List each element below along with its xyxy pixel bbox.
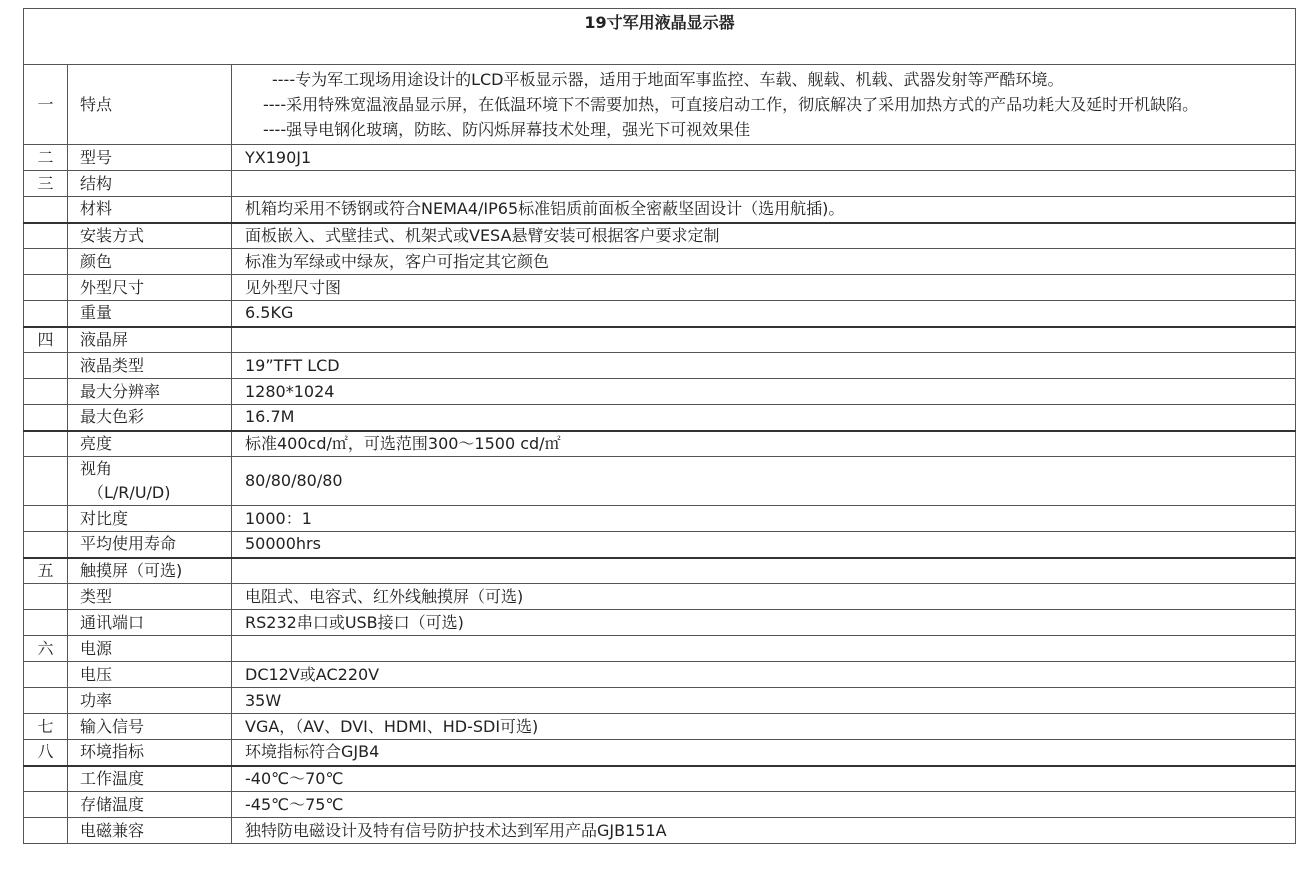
row-value: 标准为军绿或中绿灰，客户可指定其它颜色 bbox=[232, 249, 1296, 275]
feature-line: ----专为军工现场用途设计的LCD平板显示器，适用于地面军事监控、车载、舰载、机载、武器发射等严酷环境。 bbox=[272, 70, 1064, 89]
row-label: 类型 bbox=[68, 584, 232, 610]
table-row bbox=[24, 145, 1296, 171]
row-label: 功率 bbox=[68, 688, 232, 714]
row-label: 颜色 bbox=[68, 249, 232, 275]
row-index bbox=[24, 353, 68, 379]
row-value bbox=[232, 558, 1296, 584]
table-row bbox=[24, 275, 1296, 301]
row-index: 七 bbox=[24, 714, 68, 740]
row-value: YX190J1 bbox=[232, 145, 1296, 171]
row-label: 安装方式 bbox=[68, 223, 232, 249]
row-label: 材料 bbox=[68, 197, 232, 223]
row-value: RS232串口或USB接口（可选) bbox=[232, 610, 1296, 636]
row-index bbox=[24, 584, 68, 610]
row-label: 结构 bbox=[68, 171, 232, 197]
row-index bbox=[24, 431, 68, 457]
row-label: 最大分辨率 bbox=[68, 379, 232, 405]
row-label: 通讯端口 bbox=[68, 610, 232, 636]
table-row bbox=[24, 457, 1296, 506]
row-index bbox=[24, 457, 68, 506]
row-index bbox=[24, 688, 68, 714]
title-row bbox=[24, 9, 1296, 65]
row-label: 型号 bbox=[68, 145, 232, 171]
features-row bbox=[24, 65, 1296, 145]
row-index bbox=[24, 301, 68, 327]
row-value: -45℃～75℃ bbox=[232, 792, 1296, 818]
row-label: 平均使用寿命 bbox=[68, 532, 232, 558]
table-row bbox=[24, 532, 1296, 558]
row-value: 机箱均采用不锈钢或符合NEMA4/IP65标准铝质前面板全密蔽坚固设计（选用航插)。 bbox=[232, 197, 1296, 223]
table-row bbox=[24, 818, 1296, 844]
row-value bbox=[232, 636, 1296, 662]
table-row bbox=[24, 301, 1296, 327]
table-row bbox=[24, 197, 1296, 223]
row-label: 触摸屏（可选) bbox=[68, 558, 232, 584]
row-index bbox=[24, 405, 68, 431]
table-row bbox=[24, 558, 1296, 584]
row-value: 面板嵌入、式壁挂式、机架式或VESA悬臂安装可根据客户要求定制 bbox=[232, 223, 1296, 249]
row-label-sub: （L/R/U/D) bbox=[88, 483, 171, 502]
spec-table bbox=[23, 8, 1296, 844]
row-label: 液晶屏 bbox=[68, 327, 232, 353]
table-row bbox=[24, 792, 1296, 818]
row-label: 存储温度 bbox=[68, 792, 232, 818]
features-value bbox=[232, 65, 1296, 145]
row-index bbox=[24, 766, 68, 792]
row-label bbox=[68, 457, 232, 506]
table-row bbox=[24, 636, 1296, 662]
table-row bbox=[24, 584, 1296, 610]
row-value: 环境指标符合GJB4 bbox=[232, 740, 1296, 766]
row-label: 电源 bbox=[68, 636, 232, 662]
row-label: 输入信号 bbox=[68, 714, 232, 740]
row-label: 工作温度 bbox=[68, 766, 232, 792]
row-label: 重量 bbox=[68, 301, 232, 327]
row-index bbox=[24, 249, 68, 275]
row-index bbox=[24, 506, 68, 532]
row-index bbox=[24, 532, 68, 558]
table-row bbox=[24, 766, 1296, 792]
row-value: VGA，（AV、DVI、HDMI、HD-SDI可选) bbox=[232, 714, 1296, 740]
row-value: 19”TFT LCD bbox=[232, 353, 1296, 379]
row-value bbox=[232, 171, 1296, 197]
row-label: 特点 bbox=[68, 65, 232, 145]
table-row bbox=[24, 379, 1296, 405]
table-row bbox=[24, 171, 1296, 197]
row-label: 电压 bbox=[68, 662, 232, 688]
row-index: 五 bbox=[24, 558, 68, 584]
feature-line: ----采用特殊宽温液晶显示屏，在低温环境下不需要加热，可直接启动工作，彻底解决了采用加热方式的产品功耗大及延时开机缺陷。 bbox=[263, 95, 1199, 114]
row-label: 外型尺寸 bbox=[68, 275, 232, 301]
row-label: 液晶类型 bbox=[68, 353, 232, 379]
row-value: DC12V或AC220V bbox=[232, 662, 1296, 688]
row-value bbox=[232, 327, 1296, 353]
table-row bbox=[24, 714, 1296, 740]
spec-sheet bbox=[23, 8, 1295, 844]
row-index: 八 bbox=[24, 740, 68, 766]
row-value: 35W bbox=[232, 688, 1296, 714]
row-label: 电磁兼容 bbox=[68, 818, 232, 844]
row-index bbox=[24, 818, 68, 844]
row-value: 标准400cd/㎡，可选范围300～1500 cd/㎡ bbox=[232, 431, 1296, 457]
row-index: 三 bbox=[24, 171, 68, 197]
table-row bbox=[24, 662, 1296, 688]
row-index bbox=[24, 662, 68, 688]
row-value: 见外型尺寸图 bbox=[232, 275, 1296, 301]
table-row bbox=[24, 740, 1296, 766]
row-index bbox=[24, 223, 68, 249]
table-row bbox=[24, 688, 1296, 714]
table-row bbox=[24, 223, 1296, 249]
row-index: 六 bbox=[24, 636, 68, 662]
row-label: 亮度 bbox=[68, 431, 232, 457]
row-label: 环境指标 bbox=[68, 740, 232, 766]
row-index bbox=[24, 197, 68, 223]
row-value: 电阻式、电容式、红外线触摸屏（可选) bbox=[232, 584, 1296, 610]
row-index: 一 bbox=[24, 65, 68, 145]
table-row bbox=[24, 405, 1296, 431]
row-value: 独特防电磁设计及特有信号防护技术达到军用产品GJB151A bbox=[232, 818, 1296, 844]
table-row bbox=[24, 327, 1296, 353]
table-row bbox=[24, 610, 1296, 636]
table-row bbox=[24, 506, 1296, 532]
row-value: 16.7M bbox=[232, 405, 1296, 431]
table-row bbox=[24, 249, 1296, 275]
page-title: 19寸军用液晶显示器 bbox=[24, 9, 1296, 65]
row-value: 1280*1024 bbox=[232, 379, 1296, 405]
row-label: 对比度 bbox=[68, 506, 232, 532]
row-label: 最大色彩 bbox=[68, 405, 232, 431]
row-index bbox=[24, 275, 68, 301]
table-row bbox=[24, 431, 1296, 457]
row-value: 1000：1 bbox=[232, 506, 1296, 532]
row-index bbox=[24, 379, 68, 405]
feature-line: ----强导电钢化玻璃，防眩、防闪烁屏幕技术处理，强光下可视效果佳 bbox=[263, 120, 751, 139]
row-label-main: 视角 bbox=[80, 459, 113, 478]
row-value: -40℃～70℃ bbox=[232, 766, 1296, 792]
row-index bbox=[24, 792, 68, 818]
row-index bbox=[24, 610, 68, 636]
row-value: 6.5KG bbox=[232, 301, 1296, 327]
row-value: 80/80/80/80 bbox=[232, 457, 1296, 506]
row-value: 50000hrs bbox=[232, 532, 1296, 558]
row-index: 二 bbox=[24, 145, 68, 171]
row-index: 四 bbox=[24, 327, 68, 353]
table-row bbox=[24, 353, 1296, 379]
